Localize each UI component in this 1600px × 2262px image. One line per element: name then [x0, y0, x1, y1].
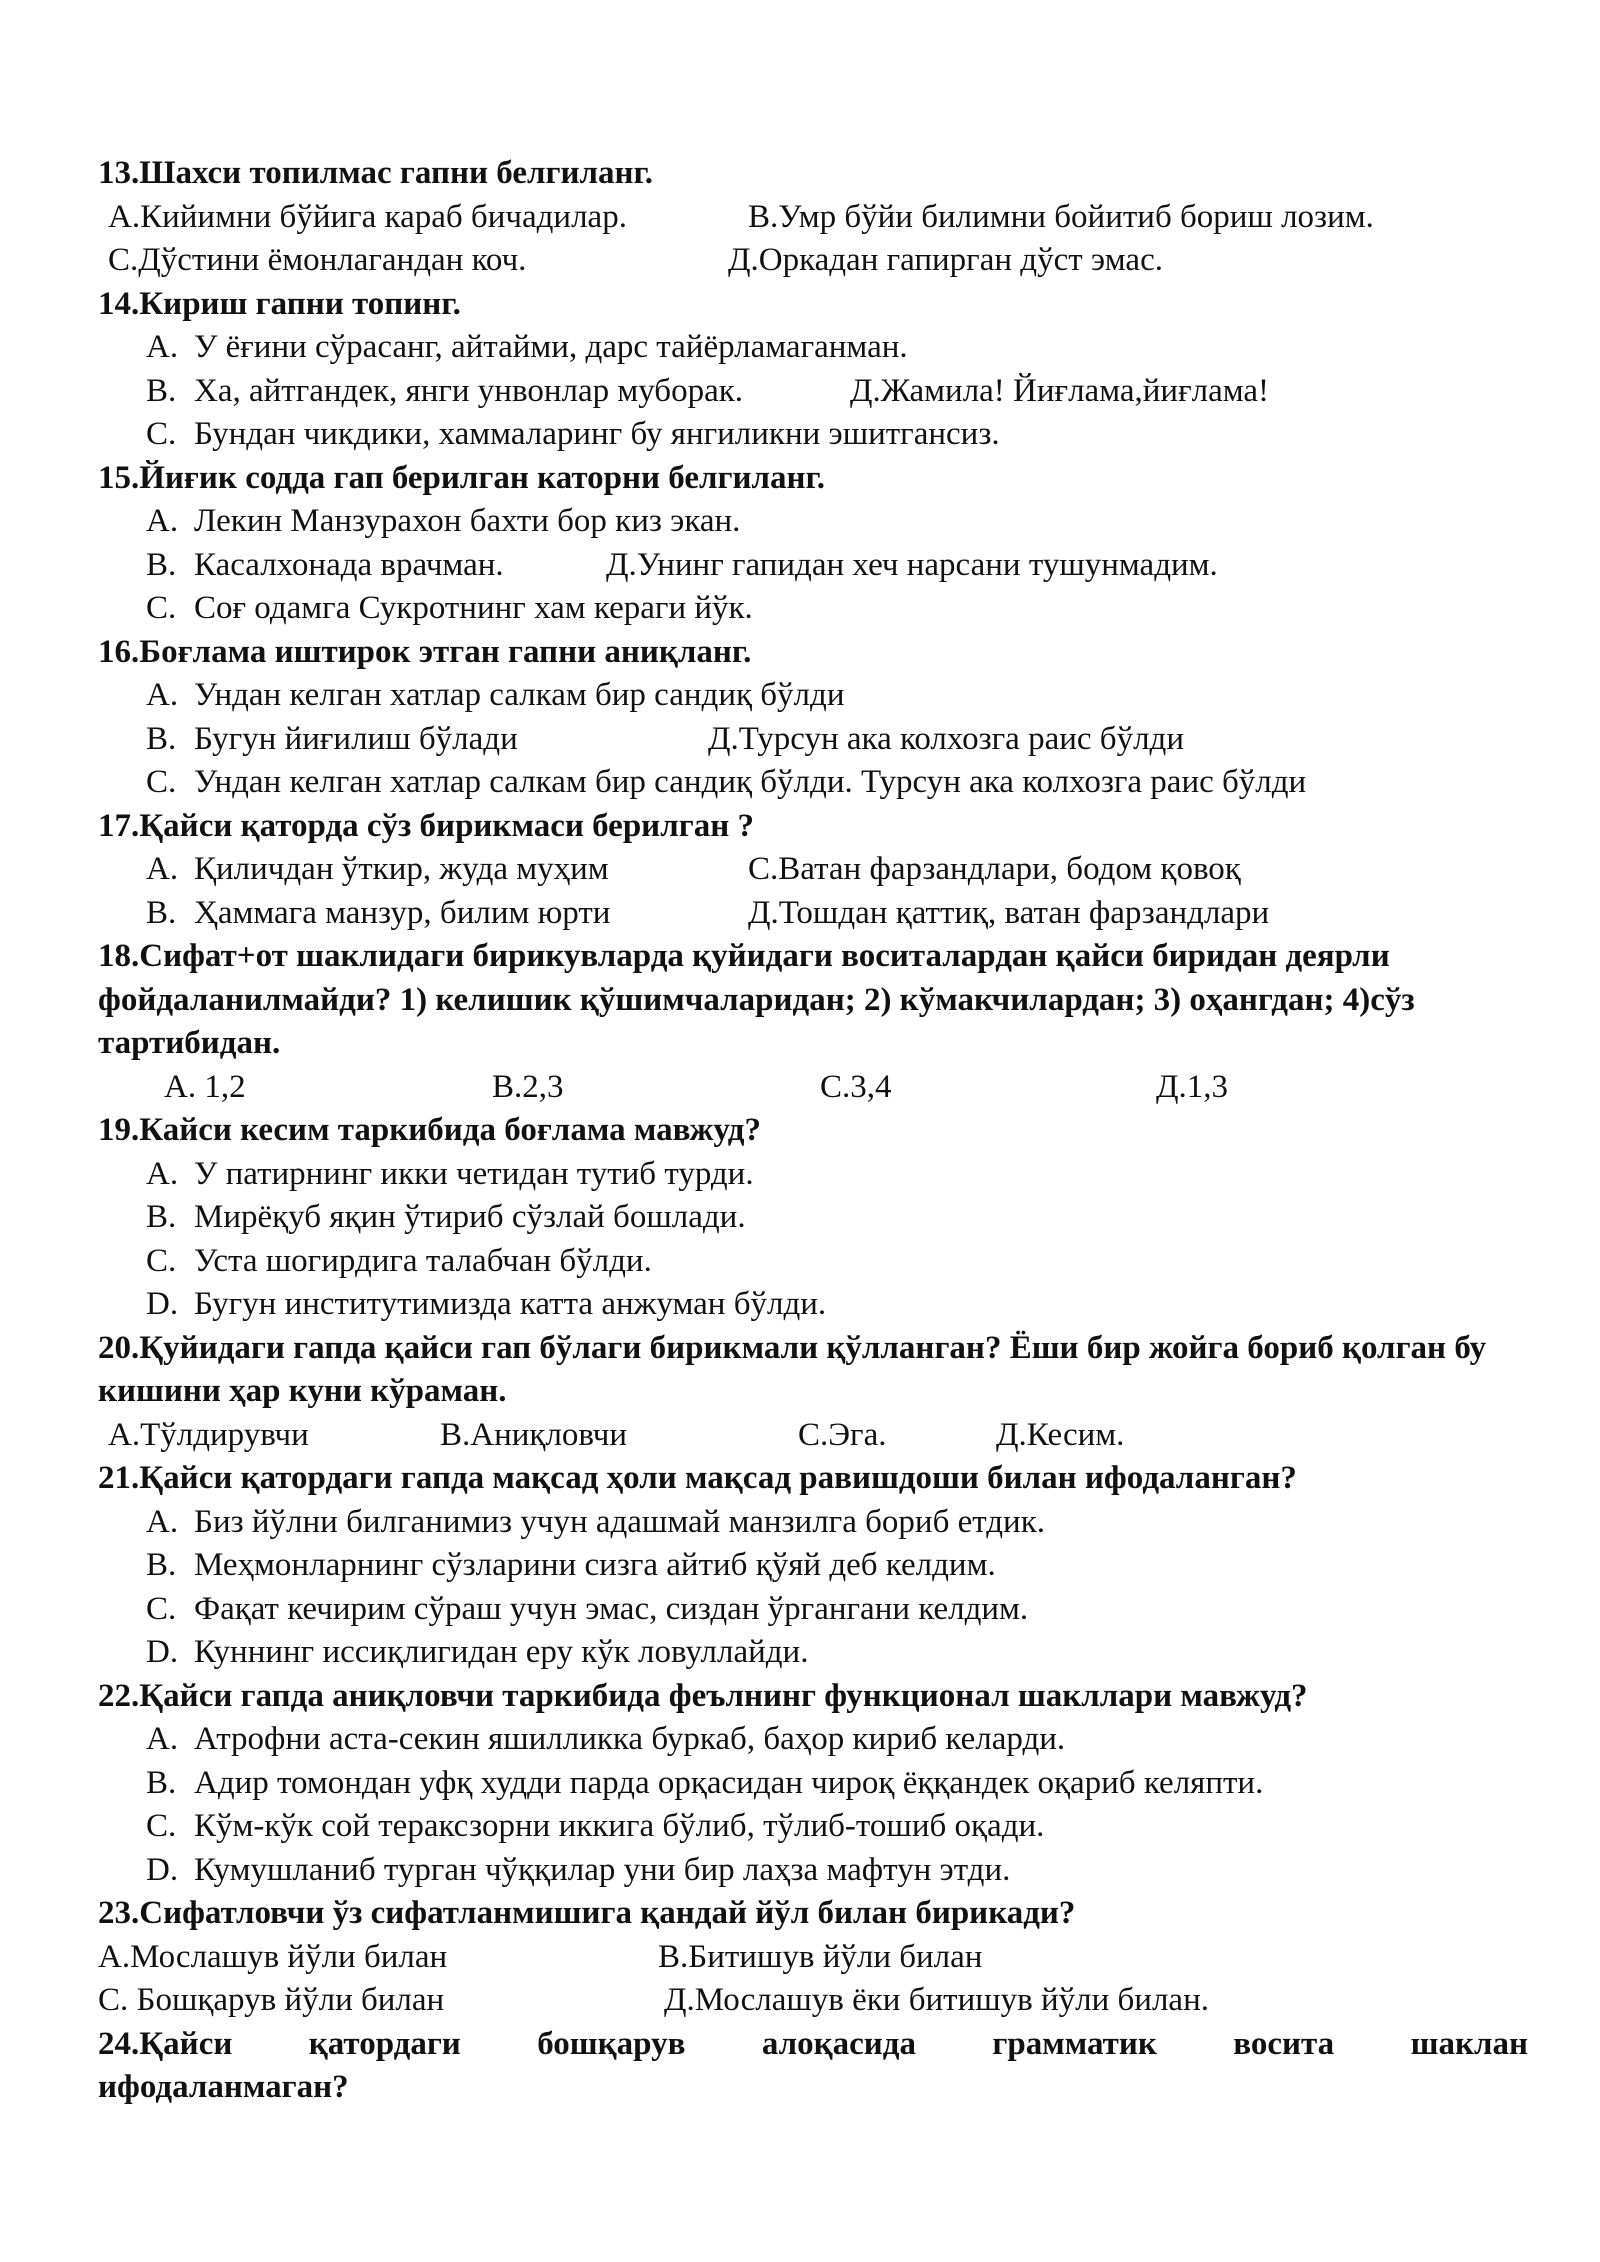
question-17-option-d: Д.Тошдан қаттиқ, ватан фарзандлари — [748, 894, 1270, 931]
option-letter: C. — [146, 1808, 177, 1844]
question-13-title: 13.Шахси топилмас гапни белгиланг. — [98, 155, 654, 191]
option-letter: A. — [146, 1155, 179, 1192]
question-14-option-d: Д.Жамила! Йиғлама,йиғлама! — [850, 372, 1270, 409]
option-text: Уста шогирдига талабчан бўлди. — [194, 1242, 652, 1279]
question-21-option-b — [98, 1544, 1528, 1588]
option-letter: D. — [146, 1851, 179, 1888]
question-20-title: 20.Қуйидаги гапда қайси гап бўлаги бирикмали қўлланган? Ёши бир жойга бориб қолган бу кишини ҳар куни кўраман. — [98, 1329, 1487, 1409]
question-16-option-a — [98, 674, 1528, 718]
option-text: У патирнинг икки четидан тутиб турди. — [194, 1155, 754, 1192]
question-19-title: 19.Кайси кесим таркибида боғлама мавжуд? — [98, 1112, 761, 1148]
option-letter: B. — [146, 372, 177, 409]
question-23-option-d: Д.Мослашув ёки битишув йўли билан. — [664, 1982, 1209, 2018]
option-text: Ундан келган хатлар салкам бир сандиқ бўлди — [194, 677, 845, 713]
question-13-options-row-2 — [98, 239, 1528, 283]
question-22-option-a — [98, 1718, 1528, 1762]
question-19-option-d — [98, 1283, 1528, 1327]
option-text: Фақат кечирим сўраш учун эмас, сиздан ўргангани келдим. — [194, 1590, 1029, 1627]
question-19-option-a — [98, 1153, 1528, 1197]
option-letter: C. — [146, 1242, 177, 1279]
option-text: Ҳаммага манзур, билим юрти — [194, 894, 611, 931]
question-17-option-b — [98, 892, 1528, 936]
option-text: Кумушланиб турган чўққилар уни бир лаҳза мафтун этди. — [194, 1851, 1011, 1888]
question-14-option-a — [98, 326, 1528, 370]
option-letter: C. — [146, 416, 177, 452]
option-letter: D. — [146, 1634, 179, 1670]
option-text: Бундан чикдики, хаммаларинг бу янгиликни эшитгансиз. — [194, 416, 1000, 452]
question-23-option-c: С. Бошқарув йўли билан — [98, 1982, 445, 2018]
question-13-option-a: А.Кийимни бўйига караб бичадилар. — [108, 198, 627, 235]
question-22-option-c — [98, 1805, 1528, 1849]
question-21-title: 21.Қайси қатордаги гапда мақсад ҳоли мақсад равишдоши билан ифодаланган? — [98, 1460, 1297, 1496]
test-page — [98, 152, 1528, 2110]
question-15-option-c — [98, 587, 1528, 631]
question-23-option-a: А.Мослашув йўли билан — [98, 1938, 448, 1975]
question-13-options-row-1 — [98, 196, 1528, 240]
option-text: Кўм-кўк сой тераксзорни иккига бўлиб, тўлиб-тошиб оқади. — [194, 1808, 1045, 1844]
question-16-option-d: Д.Турсун ака колхозга раис бўлди — [708, 720, 1184, 757]
question-14-option-b — [98, 370, 1528, 414]
option-text: Куннинг иссиқлигидан еру кўк ловуллайди. — [194, 1634, 809, 1670]
option-letter: B. — [146, 1764, 177, 1801]
question-22-option-d — [98, 1849, 1528, 1893]
option-text: Ха, айтгандек, янги унвонлар муборак. — [194, 372, 744, 409]
question-18-title: 18.Сифат+от шаклидаги бирикувларда қуйидаги воситалардан қайси биридан деярли фойдаланилмайди? 1) келишик қўшимчаларидан; 2) кўмакчилардан; 3) оҳангдан; 4)сўз тартибидан. — [98, 938, 1415, 1061]
option-text: Биз йўлни билганимиз учун адашмай манзилга бориб етдик. — [194, 1503, 1045, 1540]
question-19-option-c — [98, 1240, 1528, 1284]
question-21-option-c — [98, 1588, 1528, 1632]
question-18-option-b: В.2,3 — [492, 1068, 564, 1105]
option-text: У ёғини сўрасанг, айтайми, дарс тайёрламаганман. — [194, 329, 908, 365]
option-letter: B. — [146, 1547, 177, 1583]
question-18-option-a: А. 1,2 — [164, 1068, 246, 1105]
option-letter: B. — [146, 546, 177, 583]
question-20-option-b: В.Аниқловчи — [440, 1416, 627, 1453]
question-19-option-b — [98, 1196, 1528, 1240]
question-14-option-c — [98, 413, 1528, 457]
question-20-options-row — [98, 1414, 1528, 1458]
question-13-option-d: Д.Оркадан гапирган дўст эмас. — [728, 242, 1163, 278]
option-text: Адир томондан уфқ худди парда орқасидан чироқ ёққандек оқариб келяпти. — [194, 1764, 1264, 1801]
option-letter: C. — [146, 764, 177, 800]
question-23-option-b: В.Битишув йўли билан — [658, 1938, 983, 1975]
question-18-option-c: С.3,4 — [820, 1068, 892, 1105]
question-18-options-row — [98, 1066, 1528, 1110]
question-20-option-a: А.Тўлдирувчи — [108, 1416, 309, 1453]
question-23-title: 23.Сифатловчи ўз сифатланмишига қандай йўл билан бирикади? — [98, 1895, 1076, 1931]
option-text: Касалхонада врачман. — [194, 546, 504, 583]
option-letter: B. — [146, 720, 177, 757]
question-15-option-a — [98, 500, 1528, 544]
option-letter: A. — [146, 329, 179, 365]
option-text: Бугун йиғилиш бўлади — [194, 720, 518, 757]
option-text: Мирёқуб яқин ўтириб сўзлай бошлади. — [194, 1199, 746, 1235]
option-text: Лекин Манзурахон бахти бор киз экан. — [194, 503, 741, 539]
question-17-option-a — [98, 848, 1528, 892]
option-letter: C. — [146, 590, 177, 626]
question-15-option-b — [98, 544, 1528, 588]
option-letter: D. — [146, 1286, 179, 1322]
question-23-options-row-1 — [98, 1936, 1528, 1980]
option-letter: A. — [146, 677, 179, 713]
option-letter: C. — [146, 1590, 177, 1627]
question-16-option-b — [98, 718, 1528, 762]
question-13-option-c: С.Дўстини ёмонлагандан коч. — [108, 242, 527, 278]
question-14-title: 14.Кириш гапни топинг. — [98, 285, 461, 322]
option-text: Қиличдан ўткир, жуда муҳим — [194, 851, 609, 887]
option-letter: A. — [146, 1721, 179, 1757]
option-text: Соғ одамга Сукротнинг хам кераги йўк. — [194, 590, 753, 626]
question-21-option-d — [98, 1631, 1528, 1675]
question-24-title-line-1: 24.Қайси қатордаги бошқарув алоқасида грамматик восита шаклан — [98, 2025, 1528, 2062]
option-text: Атрофни аста-секин яшилликка буркаб, баҳор кириб келарди. — [194, 1721, 1066, 1757]
option-text: Бугун институтимизда катта анжуман бўлди. — [194, 1286, 827, 1322]
question-15-title: 15.Йиғик содда гап берилган каторни белгиланг. — [98, 459, 826, 496]
question-23-options-row-2 — [98, 1979, 1528, 2023]
option-letter: B. — [146, 894, 177, 931]
question-20-option-d: Д.Кесим. — [996, 1416, 1125, 1453]
question-16-title: 16.Боғлама иштирок этган гапни аниқланг. — [98, 633, 752, 670]
question-17-title: 17.Қайси қаторда сўз бирикмаси берилган ? — [98, 807, 754, 844]
option-letter: A. — [146, 503, 179, 539]
question-20-option-c: С.Эга. — [798, 1416, 887, 1453]
option-text: Ундан келган хатлар салкам бир сандиқ бўлди. Турсун ака колхозга раис бўлди — [194, 764, 1307, 800]
question-21-option-a — [98, 1501, 1528, 1545]
question-13-option-b: В.Умр бўйи билимни бойитиб бориш лозим. — [748, 198, 1374, 235]
question-17-option-c: С.Ватан фарзандлари, бодом қовоқ — [748, 851, 1241, 887]
question-18-option-d: Д.1,3 — [1156, 1068, 1229, 1105]
option-text: Меҳмонларнинг сўзларини сизга айтиб қўяй деб келдим. — [194, 1547, 996, 1583]
question-16-option-c — [98, 761, 1528, 805]
option-letter: A. — [146, 851, 179, 887]
question-24-title-line-2: ифодаланмаган? — [98, 2069, 349, 2105]
question-22-title: 22.Қайси гапда аниқловчи таркибида феълнинг функционал шакллари мавжуд? — [98, 1677, 1308, 1714]
option-letter: B. — [146, 1199, 177, 1235]
question-22-option-b — [98, 1762, 1528, 1806]
question-15-option-d: Д.Унинг гапидан хеч нарсани тушунмадим. — [606, 546, 1218, 583]
option-letter: A. — [146, 1503, 179, 1540]
